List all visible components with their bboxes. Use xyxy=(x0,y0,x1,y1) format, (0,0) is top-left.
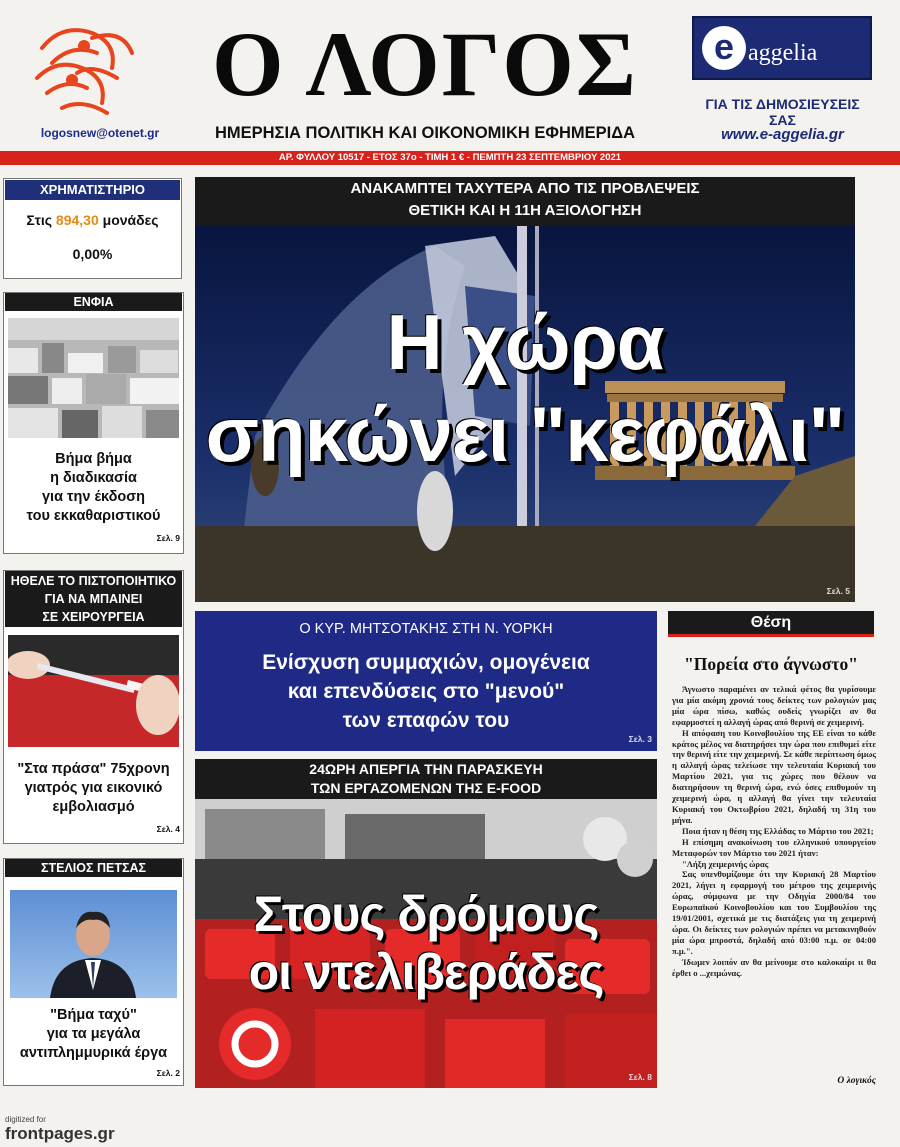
mitsotakis-line: Ενίσχυση συμμαχιών, ομογένεια xyxy=(262,651,590,674)
issue-line: ΑΡ. ΦΥΛΛΟΥ 10517 - ΕΤΟΣ 37ο - ΤΙΜΗ 1 € - ΠΕΜΠΤΗ 23 ΣΕΠΤΕΜΒΡΙΟΥ 2021 xyxy=(278,152,622,163)
opinion-paragraph: Σας υπενθυμίζουμε ότι την Κυριακή 28 Μαρτίου 2021, λήγει η εφαρμογή του μέτρου της χειμερινής ώρας, σύμφωνα με την Οδηγία 2000/84 του Ευρωπαϊκού Κοινοβουλίου και του Συμβουλίου της 19/01/2001, σχετικά με τις διατάξεις για τη χειμερινή ώρα. Οι δείκτες των ρολογιών πρέπει να μετακινηθούν μία ώρα μπροστά, δηλαδή από 03:00 π.μ. σε 04:00 π.μ.". xyxy=(672,869,876,956)
certificate-header-line: ΣΕ ΧΕΙΡΟΥΡΓΕΙΑ xyxy=(42,610,145,624)
mitsotakis-line: των επαφών του xyxy=(342,709,510,732)
efood-headline-line: Στους δρόμους xyxy=(253,886,599,942)
lead-page-ref: Σελ. 5 xyxy=(826,586,850,596)
opinion-body xyxy=(672,684,876,978)
efood-headline[interactable] xyxy=(195,885,657,1001)
stock-line xyxy=(5,212,180,228)
stock-prefix: Στις xyxy=(26,212,53,228)
certificate-line: "Στα πράσα" 75χρονη xyxy=(17,761,170,777)
mitsotakis-headline xyxy=(195,648,657,735)
newspaper-title: Ο ΛΟΓΟΣ xyxy=(212,13,638,115)
opinion-paragraph: "Λήξη χειμερινής ώρας xyxy=(682,858,769,869)
eaggelia-slogan: ΓΙΑ ΤΙΣ ΔΗΜΟΣΙΕΥΣΕΙΣ ΣΑΣ xyxy=(705,96,860,128)
lead-headline-line: σηκώνει "κεφάλι" xyxy=(205,390,845,478)
enfia-line: η διαδικασία xyxy=(50,470,137,486)
lead-headline-line: Η χώρα xyxy=(386,298,664,386)
opinion-paragraph: Η επίσημη ανακοίνωση του ελληνικού υπουργείου Μεταφορών τον Μάρτιο του 2021 ήταν: xyxy=(672,836,876,858)
certificate-header-line: ΗΘΕΛΕ ΤΟ ΠΙΣΤΟΠΟΙΗΤΙΚΟ xyxy=(10,574,177,588)
opinion-paragraph: Άγνωστο παραμένει αν τελικά φέτος θα γυρίσουμε για μία ακόμη χρονιά τους δείκτες των ρολογιών μας μία ώρα πίσω, καθώς ουδείς γνωρίζει αν θα εφαρμοστεί η αλλαγή ώρας από θερινή σε χειμερινή. xyxy=(672,684,876,727)
enfia-line: του εκκαθαριστικού xyxy=(26,508,161,524)
efood-kicker-bar xyxy=(195,759,657,799)
petsas-headline xyxy=(5,1006,182,1063)
email-address[interactable]: logosnew@otenet.gr xyxy=(40,126,160,140)
lead-kicker-line: ΘΕΤΙΚΗ ΚΑΙ Η 11Η ΑΞΙΟΛΟΓΗΣΗ xyxy=(408,202,642,219)
stock-header: ΧΡΗΜΑΤΙΣΤΗΡΙΟ xyxy=(5,180,180,200)
newspaper-subtitle: ΗΜΕΡΗΣΙΑ ΠΟΛΙΤΙΚΗ ΚΑΙ ΟΙΚΟΝΟΜΙΚΗ ΕΦΗΜΕΡΙΔΑ xyxy=(214,124,636,142)
mitsotakis-kicker: Ο ΚΥΡ. ΜΗΤΣΟΤΑΚΗΣ ΣΤΗ Ν. ΥΟΡΚΗ xyxy=(299,621,553,637)
stock-change: 0,00% xyxy=(72,246,113,262)
enfia-line: για την έκδοση xyxy=(41,489,146,505)
certificate-line: εμβολιασμό xyxy=(52,799,135,815)
mitsotakis-page-ref: Σελ. 3 xyxy=(628,734,652,744)
opinion-paragraph: Ποια ήταν η θέση της Ελλάδας το Μάρτιο του 2021; xyxy=(682,825,874,836)
vaccine-photo xyxy=(8,635,179,747)
city-photo xyxy=(8,318,179,438)
petsas-header: ΣΤΕΛΙΟΣ ΠΕΤΣΑΣ xyxy=(5,859,182,877)
enfia-line: Βήμα βήμα xyxy=(55,451,132,467)
enfia-headline xyxy=(5,450,182,526)
opinion-signature: Ο λογικός xyxy=(837,1076,876,1086)
petsas-line: "Βήμα ταχύ" xyxy=(50,1007,137,1023)
mitsotakis-line: και επενδύσεις στο "μενού" xyxy=(287,680,565,703)
digitized-label: digitized for xyxy=(5,1115,46,1124)
opinion-paragraph: Η απόφαση του Κοινοβουλίου της ΕΕ είναι το κάθε κράτος μέλος να διατηρήσει την ώρα που επιθυμεί είτε την θερινή είτε την χειμερινή. Σε κάθε περίπτωση όμως η αλλαγή ώρας τελείωσε την τελευταία Κυριακή του Μαρτίου 2021, για τις χώρες που θέλουν να διατηρήσουν τη θερινή ώρα, ενώ όσες επιθυμούν τη χειμερινή ώρα, η αλλαγή θα γίνει την τελευταία Κυριακή του Οκτωβρίου 2021, δηλαδή τη 31η του μήνα. xyxy=(672,727,876,825)
opinion-header: Θέση xyxy=(668,611,874,637)
frontpages-watermark[interactable]: frontpages.gr xyxy=(5,1124,115,1143)
enfia-header: ΕΝΦΙΑ xyxy=(5,293,182,311)
efood-kicker-line: 24ΩΡΗ ΑΠΕΡΓΙΑ ΤΗΝ ΠΑΡΑΣΚΕΥΗ xyxy=(309,761,543,777)
petsas-line: αντιπλημμυρικά έργα xyxy=(19,1045,168,1061)
certificate-line: γιατρός για εικονικό xyxy=(24,780,163,796)
eaggelia-logo-icon: e xyxy=(702,26,746,70)
stock-value: 894,30 xyxy=(55,212,99,228)
logos-logo-art xyxy=(22,18,142,123)
certificate-header xyxy=(5,571,182,627)
lead-kicker-line: ΑΝΑΚΑΜΠΤΕΙ ΤΑΧΥΤΕΡΑ ΑΠΟ ΤΙΣ ΠΡΟΒΛΕΨΕΙΣ xyxy=(350,180,700,197)
politician-photo xyxy=(10,890,177,998)
opinion-paragraph: Ίδωμεν λοιπόν αν θα μείνουμε στο καλοκαίρι ιι θα έρθει ο ...χειμώνας. xyxy=(672,956,876,978)
lead-kicker-bar xyxy=(195,177,855,226)
efood-headline-line: οι ντελιβεράδες xyxy=(248,944,604,1000)
certificate-headline xyxy=(5,760,182,817)
eaggelia-wordmark: aggelia xyxy=(748,40,818,66)
enfia-page-ref: Σελ. 9 xyxy=(156,533,180,543)
opinion-title[interactable]: "Πορεία στο άγνωστο" xyxy=(684,654,858,674)
eaggelia-url[interactable]: www.e-aggelia.gr xyxy=(721,126,844,143)
certificate-header-line: ΓΙΑ ΝΑ ΜΠΑΙΝΕΙ xyxy=(44,592,143,606)
efood-page-ref: Σελ. 8 xyxy=(628,1072,652,1082)
certificate-page-ref: Σελ. 4 xyxy=(156,824,180,834)
petsas-page-ref: Σελ. 2 xyxy=(156,1068,180,1078)
efood-kicker-line: ΤΩΝ ΕΡΓΑΖΟΜΕΝΩΝ ΤΗΣ E-FOOD xyxy=(310,780,542,796)
petsas-line: για τα μεγάλα xyxy=(46,1026,141,1042)
lead-headline[interactable] xyxy=(195,296,855,480)
stock-suffix: μονάδες xyxy=(102,212,159,228)
